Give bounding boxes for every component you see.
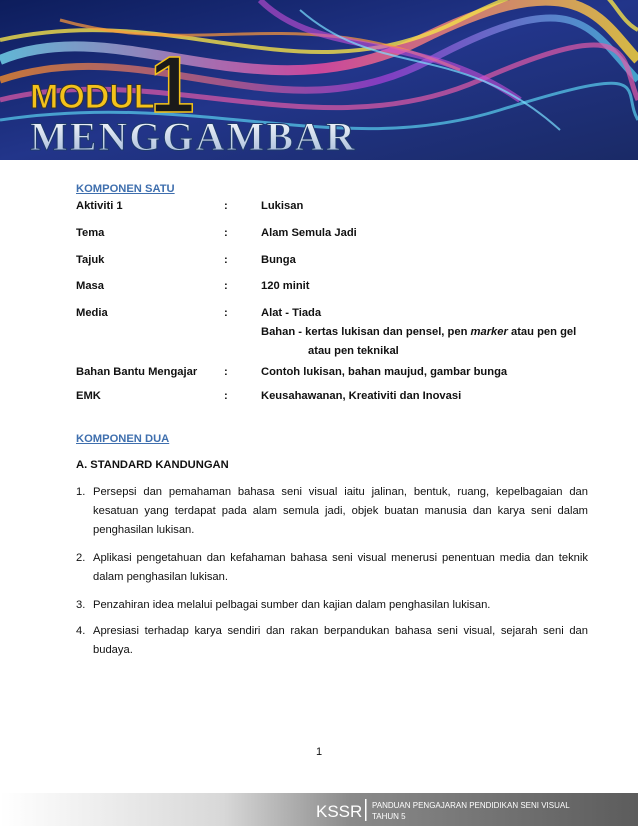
row-colon: : [224, 366, 228, 378]
banner-title: MENGGAMBAR [30, 114, 357, 159]
footer-line-1: PANDUAN PENGAJARAN PENDIDIKAN SENI VISUAL [372, 801, 570, 810]
row-key-bahan-bantu: Bahan Bantu Mengajar [76, 366, 198, 378]
row-colon: : [224, 307, 228, 319]
list-item-text: Aplikasi pengetahuan dan kefahaman bahasa seni visual menerusi penentuan media dan teknik dalam penghasilan lukisan. [93, 552, 588, 583]
list-item-number: 4. [76, 625, 86, 637]
footer-line-2: TAHUN 5 [372, 812, 406, 821]
media-bahan-line-2: atau pen teknikal [308, 345, 399, 357]
page-number: 1 [315, 746, 323, 758]
footer-graphic [0, 793, 638, 826]
footer-bar [0, 793, 638, 826]
row-key-emk: EMK [76, 390, 101, 402]
list-item-number: 1. [76, 486, 86, 498]
row-colon: : [224, 390, 228, 402]
row-key-tema: Tema [76, 227, 105, 239]
footer-brand: KSSR [316, 802, 363, 821]
row-key-masa: Masa [76, 280, 104, 292]
list-item-text: Apresiasi terhadap karya sendiri dan rakan berpandukan bahasa seni visual, sejarah seni dan budaya. [93, 625, 588, 656]
list-item-text: Penzahiran idea melalui pelbagai sumber dan kajian dalam penghasilan lukisan. [93, 599, 491, 611]
banner-modul-word: MODUL [30, 78, 155, 116]
footer-divider [365, 799, 367, 821]
list-item-number: 2. [76, 552, 86, 564]
banner-modul-number: 1 [150, 40, 195, 129]
row-value-masa: 120 minit [261, 280, 310, 292]
list-item-number: 3. [76, 599, 86, 611]
banner-graphic [0, 0, 638, 160]
list-item [76, 483, 588, 540]
row-value-tema: Alam Semula Jadi [261, 227, 357, 239]
komponen-dua-heading: KOMPONEN DUA [76, 433, 170, 445]
row-value-aktiviti: Lukisan [261, 200, 304, 212]
list-item [76, 596, 588, 615]
list-item [76, 549, 588, 587]
media-bahan-text-end: atau pen gel [507, 326, 577, 338]
komponen-satu-heading: KOMPONEN SATU [76, 183, 175, 195]
header-banner [0, 0, 638, 160]
row-value-tajuk: Bunga [261, 254, 296, 266]
row-key-aktiviti: Aktiviti 1 [76, 200, 123, 212]
media-bahan-text: Bahan - kertas lukisan dan pensel, pen [261, 326, 471, 338]
list-item-text: Persepsi dan pemahaman bahasa seni visual iaitu jalinan, bentuk, ruang, kepelbagaian dan kesatuan yang terdapat pada alam semula jadi, objek buatan manusia dan karya seni dalam penghasilan lukisan. [93, 486, 588, 536]
row-key-media: Media [76, 307, 108, 319]
row-colon: : [224, 280, 228, 292]
row-value-bahan-bantu: Contoh lukisan, bahan maujud, gambar bunga [261, 366, 508, 378]
row-value-emk: Keusahawanan, Kreativiti dan Inovasi [261, 390, 462, 402]
media-bahan-line [261, 326, 576, 338]
row-colon: : [224, 200, 228, 212]
list-item [76, 622, 588, 660]
row-colon: : [224, 254, 228, 266]
row-key-tajuk: Tajuk [76, 254, 105, 266]
standard-kandungan-heading: A. STANDARD KANDUNGAN [76, 459, 229, 471]
media-bahan-italic: marker [470, 326, 508, 338]
row-value-media: Alat - Tiada [261, 307, 322, 319]
row-colon: : [224, 227, 228, 239]
